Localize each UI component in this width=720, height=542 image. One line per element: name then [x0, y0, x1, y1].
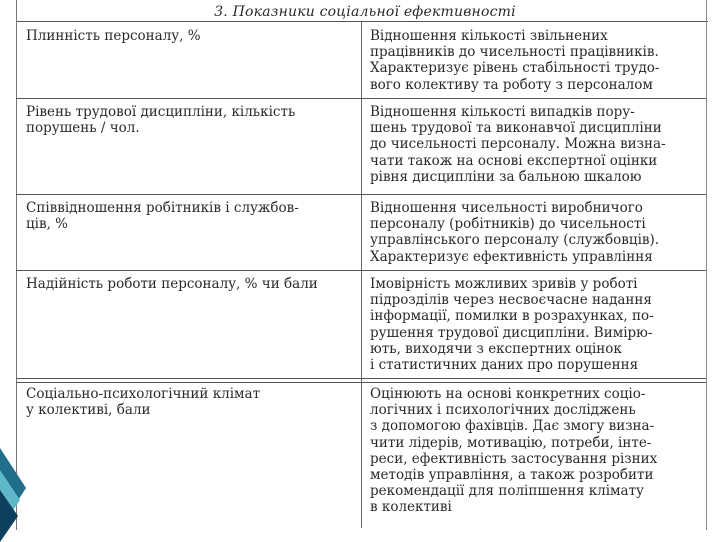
table-row-1-description: Відношення кількості звільнених працівників до чисельності працівників. Характеризує рівень стабільності трудо- вого колективу та роботу з персоналом [370, 28, 660, 93]
slide-decoration-arrow-icon [0, 490, 18, 542]
row-separator-double [16, 378, 706, 383]
table-right-edge [706, 0, 707, 530]
table-row-5-indicator: Соціально-психологічний клімат у колективі, бали [26, 386, 261, 419]
title-rule [16, 21, 708, 22]
table-row-4-description: Імовірність можливих зривів у роботі підрозділів через несвоєчасне надання інформації, помилки в розрахунках, по- рушення трудової дисципліни. Вимірю- ють, виходячи з експертних оцінок і статистичних даних про порушення [370, 276, 654, 374]
table-row-4-indicator: Надійність роботи персоналу, % чи бали [26, 276, 318, 292]
table-row-3-indicator: Співвідношення робітників і службов- ців, % [26, 200, 299, 233]
table-row-2-indicator: Рівень трудової дисципліни, кількість порушень / чол. [26, 104, 296, 137]
row-separator [16, 194, 706, 195]
table-row-5-description: Оцінюють на основі конкретних соціо- логічних і психологічних досліджень з допомогою фахівців. Дає змогу визна- чити лідерів, мотивацію, потреби, інте- реси, ефективність застосування різних методів управління, а також розробити рекомендації для поліпшення клімату в колективі [370, 386, 658, 516]
table-row-2-description: Відношення кількості випадків пору- шень трудової та виконавчої дисципліни до чисельності персоналу. Можна визна- чати також на основі експертної оцінки рівня дисципліни за бальною шкалою [370, 104, 666, 185]
row-separator [16, 98, 706, 99]
table-row-3-description: Відношення чисельності виробничого персоналу (робітників) до чисельності управлінського персоналу (службовців). Характеризує ефективність управління [370, 200, 660, 265]
page-title: 3. Показники соціальної ефективності [214, 4, 516, 20]
table-row-1-indicator: Плинність персоналу, % [26, 28, 201, 44]
row-separator [16, 270, 706, 271]
